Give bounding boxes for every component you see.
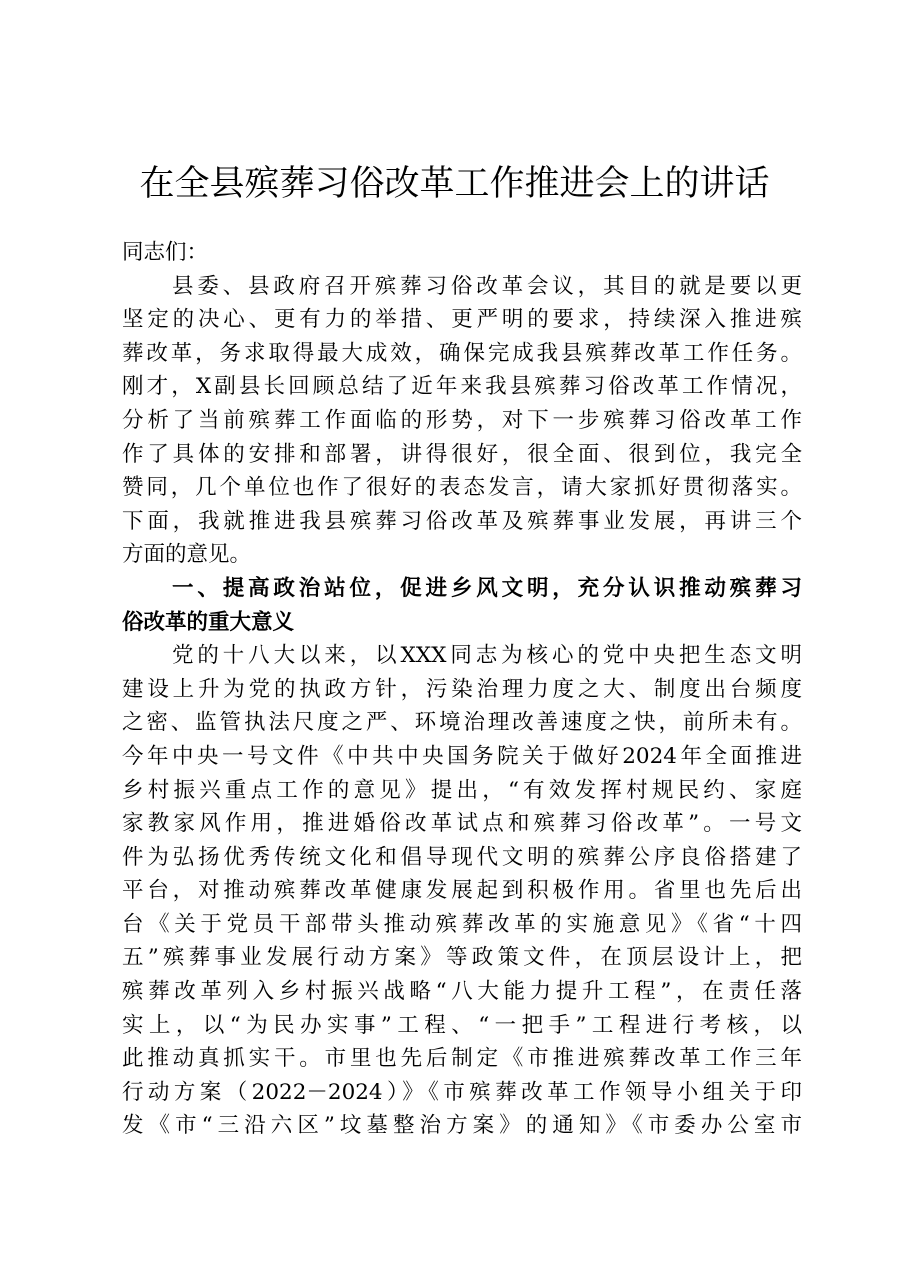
paragraph-line: 件为弘扬优秀传统文化和倡导现代文明的殡葬公序良俗搭建了 (122, 844, 802, 870)
section-heading-line: 一、提高政治站位，促进乡风文明，充分认识推动殡葬习 (172, 575, 802, 601)
paragraph-line: 实上，以“为民办实事”工程、“一把手”工程进行考核，以 (122, 1012, 802, 1038)
paragraph-line: 坚定的决心、更有力的举措、更严明的要求，持续深入推进殡 (122, 307, 802, 333)
paragraph-line: 下面，我就推进我县殡葬习俗改革及殡葬事业发展，再讲三个 (122, 508, 802, 534)
paragraph-line: 作了具体的安排和部署，讲得很好，很全面、很到位，我完全 (122, 441, 802, 467)
paragraph-line: 行动方案（2022－2024）》《市殡葬改革工作领导小组关于印 (122, 1079, 802, 1105)
paragraph-line: 之密、监管执法尺度之严、环境治理改善速度之快，前所未有。 (122, 710, 802, 736)
paragraph-line: 赞同，几个单位也作了很好的表态发言，请大家抓好贯彻落实。 (122, 475, 802, 501)
paragraph-line: 今年中央一号文件《中共中央国务院关于做好2024年全面推进 (122, 743, 802, 769)
section-heading-line: 俗改革的重大意义 (122, 609, 295, 635)
paragraph-line: 平台，对推动殡葬改革健康发展起到积极作用。省里也先后出 (122, 878, 802, 904)
paragraph-line: 乡村振兴重点工作的意见》提出，“有效发挥村规民约、家庭 (122, 777, 802, 803)
paragraph-line: 建设上升为党的执政方针，污染治理力度之大、制度出台频度 (122, 676, 802, 702)
paragraph-line: 县委、县政府召开殡葬习俗改革会议，其目的就是要以更 (172, 273, 802, 299)
paragraph-line: 五”殡葬事业发展行动方案》等政策文件，在顶层设计上，把 (122, 945, 802, 971)
paragraph-line: 方面的意见。 (122, 542, 252, 568)
paragraph-line: 发《市“三沿六区”坟墓整治方案》的通知》《市委办公室市 (122, 1113, 802, 1139)
paragraph-line: 殡葬改革列入乡村振兴战略“八大能力提升工程”，在责任落 (122, 979, 802, 1005)
document-body (122, 236, 802, 1143)
paragraph-line: 台《关于党员干部带头推动殡葬改革的实施意见》《省“十四 (122, 911, 802, 937)
salutation: 同志们： (122, 240, 209, 265)
paragraph-line: 党的十八大以来，以XXX同志为核心的党中央把生态文明 (172, 643, 802, 669)
paragraph-line: 分析了当前殡葬工作面临的形势，对下一步殡葬习俗改革工作 (122, 407, 802, 433)
paragraph-line: 此推动真抓实干。市里也先后制定《市推进殡葬改革工作三年 (122, 1046, 802, 1072)
document-title: 在全县殡葬习俗改革工作推进会上的讲话 (139, 164, 770, 204)
paragraph-line: 家教家风作用，推进婚俗改革试点和殡葬习俗改革”。一号文 (122, 811, 802, 837)
paragraph-line: 葬改革，务求取得最大成效，确保完成我县殡葬改革工作任务。 (122, 340, 802, 366)
paragraph-line: 刚才，X副县长回顾总结了近年来我县殡葬习俗改革工作情况， (122, 374, 802, 400)
